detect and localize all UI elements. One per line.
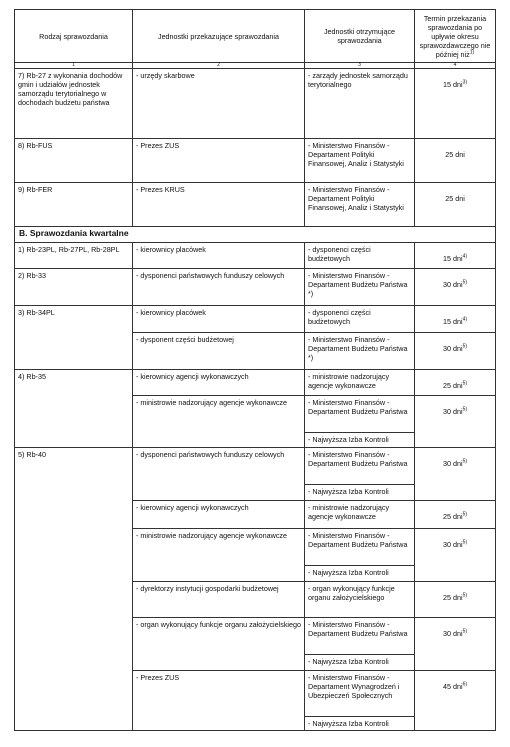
receiving-unit — [305, 396, 415, 448]
receiving-unit-text: - Najwyższa Izba Kontroli — [308, 657, 389, 666]
receiving-unit — [305, 671, 415, 731]
receiving-unit-text: - Ministerstwo Finansów - Departament Budżetu Państwa *) — [308, 271, 408, 298]
deadline — [415, 269, 496, 306]
receiving-unit-text: - zarządy jednostek samorządu terytorialnego — [308, 71, 408, 89]
receiving-unit-text: - ministrowie nadzorujący agencje wykonawcze — [308, 372, 390, 390]
receiving-unit — [305, 370, 415, 396]
table-row — [15, 139, 496, 183]
sending-unit: - dysponenci państwowych funduszy celowych — [133, 448, 305, 501]
column-number: 2 — [133, 63, 305, 69]
receiving-unit — [305, 529, 415, 582]
sending-unit: - Prezes KRUS — [133, 183, 305, 227]
receiving-unit-text: - Ministerstwo Finansów - Departament Budżetu Państwa — [305, 448, 414, 485]
receiving-unit — [305, 139, 415, 183]
footnote-ref: 5) — [462, 511, 468, 518]
footnote-ref: 5) — [462, 458, 468, 465]
footnote-ref: 5) — [462, 343, 468, 350]
footnote-ref: 5) — [462, 592, 468, 599]
deadline — [415, 671, 496, 731]
section-heading: B. Sprawozdania kwartalne — [15, 227, 496, 243]
table-row — [15, 69, 496, 139]
deadline — [415, 370, 496, 396]
deadline — [415, 243, 496, 269]
report-type: 8) Rb-FUS — [15, 139, 133, 183]
table-row — [15, 243, 496, 269]
sending-unit: - kierownicy agencji wykonawczych — [133, 501, 305, 529]
footnote-ref: 3) — [462, 79, 468, 86]
receiving-unit-text: - dysponenci części budżetowych — [308, 245, 371, 263]
report-type: 1) Rb-23PL, Rb-27PL, Rb-28PL — [15, 243, 133, 269]
deadline-text: 30 dni — [442, 629, 463, 638]
report-type: 5) Rb-40 — [15, 448, 133, 731]
deadline: 25 dni — [415, 183, 496, 227]
sending-unit: - kierownicy agencji wykonawczych — [133, 370, 305, 396]
column-number: 4 — [415, 63, 496, 69]
receiving-unit — [305, 618, 415, 671]
footnote-ref: 6) — [462, 681, 468, 688]
deadline — [415, 306, 496, 333]
sending-unit: - kierownicy placówek — [133, 243, 305, 269]
footnote-ref: 5) — [462, 380, 468, 387]
footnote-ref: 5) — [462, 628, 468, 635]
receiving-unit — [305, 243, 415, 269]
section-heading-row — [15, 227, 496, 243]
reporting-schedule-table — [14, 9, 496, 731]
receiving-unit-text: - Najwyższa Izba Kontroli — [308, 487, 389, 496]
report-type: 2) Rb-33 — [15, 269, 133, 306]
receiving-unit — [305, 183, 415, 227]
receiving-unit-text: - Ministerstwo Finansów - Departament Polityki Finansowej, Analiz i Statystyki — [308, 185, 404, 212]
receiving-unit — [305, 501, 415, 529]
sending-unit: - dysponenci państwowych funduszy celowych — [133, 269, 305, 306]
report-type: 4) Rb-35 — [15, 370, 133, 448]
table-row — [15, 448, 496, 501]
receiving-unit-text: - dysponenci części budżetowych — [308, 308, 371, 326]
deadline: 25 dni — [415, 139, 496, 183]
deadline-text: 30 dni — [442, 540, 463, 549]
receiving-unit-text: - Ministerstwo Finansów - Departament Budżetu Państwa — [305, 529, 414, 566]
sending-unit: - Prezes ZUS — [133, 671, 305, 731]
deadline — [415, 448, 496, 501]
deadline — [415, 618, 496, 671]
sending-unit: - dyrektorzy instytucji gospodarki budżetowej — [133, 582, 305, 618]
table-row — [15, 183, 496, 227]
deadline-text: 25 dni — [442, 512, 463, 521]
receiving-unit-text: - Najwyższa Izba Kontroli — [308, 568, 389, 577]
receiving-unit — [305, 333, 415, 370]
receiving-unit-text: - Ministerstwo Finansów - Departament Polityki Finansowej, Analiz i Statystyki — [308, 141, 404, 168]
deadline-text: 30 dni — [442, 344, 463, 353]
report-type: 9) Rb-FER — [15, 183, 133, 227]
receiving-unit-text: - Najwyższa Izba Kontroli — [308, 719, 389, 728]
sending-unit: - organ wykonujący funkcje organu założycielskiego — [133, 618, 305, 671]
deadline — [415, 69, 496, 139]
receiving-unit-text: - organ wykonujący funkcje organu założycielskiego — [308, 584, 395, 602]
footnote-ref: 5) — [462, 539, 468, 546]
header-report-type: Rodzaj sprawozdania — [15, 10, 133, 63]
receiving-unit — [305, 582, 415, 618]
sending-unit: - kierownicy placówek — [133, 306, 305, 333]
deadline-text: 15 dni — [442, 254, 463, 263]
table-row — [15, 370, 496, 396]
sending-unit: - dysponent części budżetowej — [133, 333, 305, 370]
deadline — [415, 396, 496, 448]
deadline — [415, 582, 496, 618]
receiving-unit — [305, 306, 415, 333]
receiving-unit — [305, 448, 415, 501]
report-type: 7) Rb-27 z wykonania dochodów gmin i udziałów jednostek samorządu terytorialnego w dochodach budżetu państwa — [15, 69, 133, 139]
receiving-unit — [305, 269, 415, 306]
deadline-text: 45 dni — [442, 682, 463, 691]
footnote-ref: 5) — [462, 279, 468, 286]
receiving-unit-text: - Ministerstwo Finansów - Departament Wynagrodzeń i Ubezpieczeń Społecznych — [305, 671, 414, 717]
deadline — [415, 529, 496, 582]
deadline-text: 25 dni — [442, 381, 463, 390]
footnote-ref: 1) — [469, 49, 475, 56]
header-deadline-text: Termin przekazania sprawozdania po upływie okresu sprawozdawczego nie później niż — [419, 13, 491, 59]
header-deadline — [415, 10, 496, 63]
report-type: 3) Rb-34PL — [15, 306, 133, 370]
deadline-text: 30 dni — [442, 459, 463, 468]
column-number: 3 — [305, 63, 415, 69]
sending-unit: - Prezes ZUS — [133, 139, 305, 183]
receiving-unit-text: - ministrowie nadzorujący agencje wykonawcze — [308, 503, 390, 521]
deadline-text: 15 dni — [442, 80, 463, 89]
column-number: 1 — [15, 63, 133, 69]
table-header-row — [15, 10, 496, 63]
deadline-text: 25 dni — [442, 593, 463, 602]
sending-unit: - urzędy skarbowe — [133, 69, 305, 139]
receiving-unit-text: - Ministerstwo Finansów - Departament Budżetu Państwa *) — [308, 335, 408, 362]
deadline — [415, 501, 496, 529]
table-row — [15, 306, 496, 333]
footnote-ref: 4) — [462, 316, 468, 323]
receiving-unit-text: - Najwyższa Izba Kontroli — [308, 435, 389, 444]
header-receiving-units: Jednostki otrzymujące sprawozdania — [305, 10, 415, 63]
deadline — [415, 333, 496, 370]
receiving-unit-text: - Ministerstwo Finansów - Departament Budżetu Państwa — [305, 396, 414, 433]
footnote-ref: 4) — [462, 253, 468, 260]
table-row — [15, 269, 496, 306]
deadline-text: 30 dni — [442, 407, 463, 416]
footnote-ref: 5) — [462, 406, 468, 413]
header-sending-units: Jednostki przekazujące sprawozdania — [133, 10, 305, 63]
sending-unit: - ministrowie nadzorujący agencje wykonawcze — [133, 529, 305, 582]
sending-unit: - ministrowie nadzorujący agencje wykonawcze — [133, 396, 305, 448]
deadline-text: 15 dni — [442, 317, 463, 326]
receiving-unit-text: - Ministerstwo Finansów - Departament Budżetu Państwa — [305, 618, 414, 655]
receiving-unit — [305, 69, 415, 139]
deadline-text: 30 dni — [442, 280, 463, 289]
